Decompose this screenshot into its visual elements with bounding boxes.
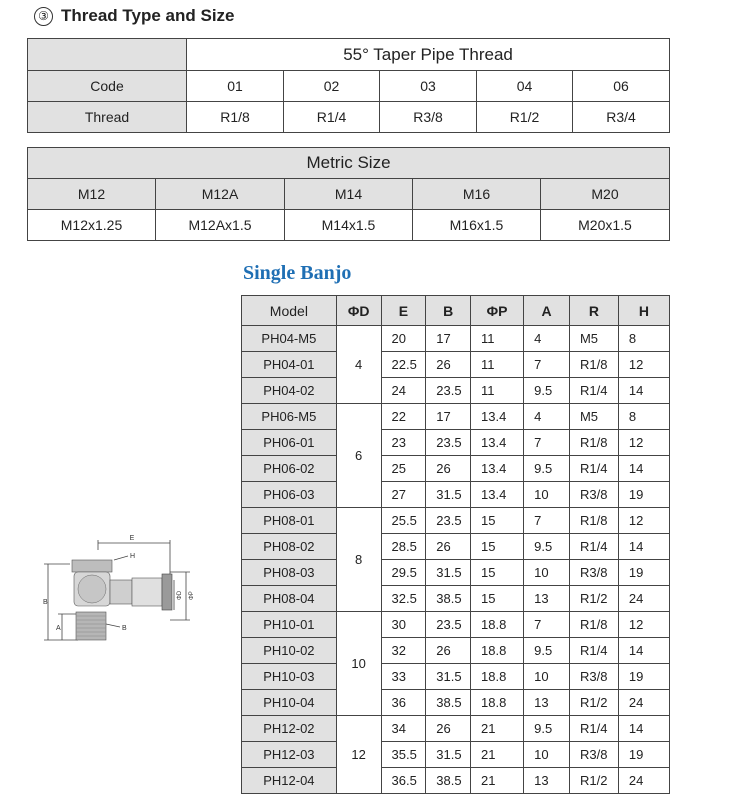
code-cell: 02: [284, 71, 380, 102]
table-row: [242, 378, 670, 404]
metric-thread-cell: M12Ax1.5: [156, 210, 285, 241]
model-cell: PH06-M5: [242, 404, 337, 430]
e-cell: 27: [381, 482, 426, 508]
model-cell: PH04-M5: [242, 326, 337, 352]
p-cell: 21: [471, 742, 524, 768]
b-cell: 17: [426, 404, 471, 430]
b-cell: 26: [426, 716, 471, 742]
a-cell: 13: [524, 586, 570, 612]
code-cell: 04: [477, 71, 573, 102]
e-cell: 23: [381, 430, 426, 456]
r-cell: R1/4: [569, 716, 618, 742]
a-cell: 13: [524, 690, 570, 716]
h-cell: 8: [618, 404, 669, 430]
side-fitting-shape: [110, 580, 132, 604]
h-cell: 19: [618, 560, 669, 586]
drawing-label-d: ΦD: [177, 590, 183, 600]
header-p: ΦP: [471, 296, 524, 326]
thread-cell: R1/8: [187, 102, 284, 133]
drawing-label-b-side: B: [43, 599, 48, 606]
header-model: Model: [242, 296, 337, 326]
metric-size-cell: M20: [541, 179, 670, 210]
a-cell: 10: [524, 482, 570, 508]
model-cell: PH10-03: [242, 664, 337, 690]
table-row: [242, 326, 670, 352]
b-cell: 26: [426, 352, 471, 378]
b-cell: 26: [426, 638, 471, 664]
e-cell: 22.5: [381, 352, 426, 378]
metric-table-title: Metric Size: [28, 148, 670, 179]
model-cell: PH10-04: [242, 690, 337, 716]
p-cell: 13.4: [471, 430, 524, 456]
b-cell: 17: [426, 326, 471, 352]
metric-size-cell: M16: [413, 179, 541, 210]
p-cell: 13.4: [471, 482, 524, 508]
metric-thread-cell: M20x1.5: [541, 210, 670, 241]
a-cell: 7: [524, 352, 570, 378]
p-cell: 15: [471, 508, 524, 534]
b-cell: 26: [426, 456, 471, 482]
table-row: [242, 690, 670, 716]
e-cell: 28.5: [381, 534, 426, 560]
b-cell: 31.5: [426, 482, 471, 508]
p-cell: 13.4: [471, 404, 524, 430]
table-row: [242, 586, 670, 612]
metric-size-table: [27, 147, 670, 241]
b-cell: 38.5: [426, 690, 471, 716]
table-row: [242, 664, 670, 690]
b-cell: 23.5: [426, 508, 471, 534]
r-cell: M5: [569, 404, 618, 430]
b-cell: 31.5: [426, 742, 471, 768]
h-cell: 24: [618, 586, 669, 612]
r-cell: R3/8: [569, 742, 618, 768]
e-cell: 35.5: [381, 742, 426, 768]
model-cell: PH12-03: [242, 742, 337, 768]
h-cell: 19: [618, 742, 669, 768]
p-cell: 18.8: [471, 612, 524, 638]
e-cell: 32: [381, 638, 426, 664]
b-cell: 23.5: [426, 378, 471, 404]
drawing-label-e: E: [129, 535, 135, 542]
b-cell: 23.5: [426, 430, 471, 456]
e-cell: 24: [381, 378, 426, 404]
table-row: [242, 508, 670, 534]
model-cell: PH06-03: [242, 482, 337, 508]
a-cell: 4: [524, 326, 570, 352]
thread-cell: R3/8: [380, 102, 477, 133]
thread-cell: R1/4: [284, 102, 380, 133]
a-cell: 9.5: [524, 534, 570, 560]
a-cell: 7: [524, 612, 570, 638]
a-cell: 9.5: [524, 638, 570, 664]
model-cell: PH04-02: [242, 378, 337, 404]
p-cell: 13.4: [471, 456, 524, 482]
table-row: [242, 456, 670, 482]
p-cell: 11: [471, 352, 524, 378]
model-cell: PH06-01: [242, 430, 337, 456]
model-cell: PH04-01: [242, 352, 337, 378]
table-row: [242, 352, 670, 378]
metric-thread-cell: M12x1.25: [28, 210, 156, 241]
e-cell: 34: [381, 716, 426, 742]
b-cell: 23.5: [426, 612, 471, 638]
a-cell: 13: [524, 768, 570, 794]
header-a: A: [524, 296, 570, 326]
single-banjo-drawing: [34, 534, 224, 644]
r-cell: R1/4: [569, 534, 618, 560]
code-cell: 01: [187, 71, 284, 102]
h-cell: 12: [618, 430, 669, 456]
r-cell: R1/4: [569, 638, 618, 664]
r-cell: R1/4: [569, 378, 618, 404]
d-cell: 4: [336, 326, 381, 404]
r-cell: R1/2: [569, 690, 618, 716]
h-cell: 19: [618, 482, 669, 508]
b-cell: 31.5: [426, 560, 471, 586]
metric-size-cell: M12A: [156, 179, 285, 210]
metric-thread-cell: M14x1.5: [285, 210, 413, 241]
code-cell: 06: [573, 71, 670, 102]
single-banjo-title: Single Banjo: [243, 262, 352, 284]
model-cell: PH12-02: [242, 716, 337, 742]
e-cell: 25: [381, 456, 426, 482]
d-cell: 8: [336, 508, 381, 612]
header-r: R: [569, 296, 618, 326]
drawing-label-h: H: [130, 553, 136, 560]
a-cell: 9.5: [524, 378, 570, 404]
h-cell: 14: [618, 534, 669, 560]
table-row: [242, 768, 670, 794]
e-cell: 32.5: [381, 586, 426, 612]
p-cell: 15: [471, 586, 524, 612]
release-ring-shape: [162, 574, 172, 610]
thread-type-table: [27, 38, 670, 133]
e-cell: 30: [381, 612, 426, 638]
metric-size-cell: M14: [285, 179, 413, 210]
e-cell: 29.5: [381, 560, 426, 586]
drawing-label-a: A: [56, 625, 61, 632]
header-b: B: [426, 296, 471, 326]
single-banjo-model-table: [241, 295, 670, 794]
r-cell: R3/8: [569, 560, 618, 586]
e-cell: 22: [381, 404, 426, 430]
b-cell: 38.5: [426, 586, 471, 612]
p-cell: 15: [471, 534, 524, 560]
r-cell: R3/8: [569, 664, 618, 690]
metric-thread-cell: M16x1.5: [413, 210, 541, 241]
a-cell: 10: [524, 742, 570, 768]
section-title-text: Thread Type and Size: [61, 6, 235, 25]
thread-table-corner: [28, 39, 187, 71]
r-cell: R1/8: [569, 612, 618, 638]
a-cell: 7: [524, 430, 570, 456]
h-cell: 12: [618, 508, 669, 534]
h-cell: 14: [618, 716, 669, 742]
table-row: [242, 716, 670, 742]
e-cell: 20: [381, 326, 426, 352]
header-e: E: [381, 296, 426, 326]
p-cell: 15: [471, 560, 524, 586]
h-cell: 24: [618, 690, 669, 716]
table-row: [242, 612, 670, 638]
r-cell: R1/8: [569, 430, 618, 456]
r-cell: R1/2: [569, 586, 618, 612]
e-cell: 36: [381, 690, 426, 716]
thread-row-label: Thread: [28, 102, 187, 133]
e-cell: 25.5: [381, 508, 426, 534]
p-cell: 18.8: [471, 690, 524, 716]
section-title: [34, 6, 235, 26]
hex-nut-shape: [72, 560, 112, 572]
p-cell: 11: [471, 378, 524, 404]
drawing-label-p: ΦP: [189, 591, 195, 600]
e-cell: 33: [381, 664, 426, 690]
d-cell: 6: [336, 404, 381, 508]
r-cell: R1/8: [569, 352, 618, 378]
a-cell: 10: [524, 664, 570, 690]
model-cell: PH08-04: [242, 586, 337, 612]
d-cell: 12: [336, 716, 381, 794]
model-cell: PH06-02: [242, 456, 337, 482]
metric-size-cell: M12: [28, 179, 156, 210]
table-row: [242, 638, 670, 664]
model-cell: PH10-02: [242, 638, 337, 664]
table-row: [242, 404, 670, 430]
model-cell: PH08-02: [242, 534, 337, 560]
r-cell: R1/2: [569, 768, 618, 794]
h-cell: 14: [618, 378, 669, 404]
h-cell: 14: [618, 638, 669, 664]
model-cell: PH10-01: [242, 612, 337, 638]
p-cell: 18.8: [471, 638, 524, 664]
a-cell: 4: [524, 404, 570, 430]
model-cell: PH08-01: [242, 508, 337, 534]
h-cell: 8: [618, 326, 669, 352]
r-cell: R1/4: [569, 456, 618, 482]
a-cell: 9.5: [524, 456, 570, 482]
table-row: [242, 482, 670, 508]
table-row: [242, 560, 670, 586]
h-cell: 24: [618, 768, 669, 794]
thread-cell: R3/4: [573, 102, 670, 133]
table-row: [242, 534, 670, 560]
table-row: [242, 430, 670, 456]
p-cell: 11: [471, 326, 524, 352]
code-cell: 03: [380, 71, 477, 102]
h-cell: 19: [618, 664, 669, 690]
code-row-label: Code: [28, 71, 187, 102]
p-cell: 21: [471, 768, 524, 794]
model-cell: PH12-04: [242, 768, 337, 794]
h-cell: 12: [618, 612, 669, 638]
section-number: ③: [34, 7, 53, 26]
thread-table-title: 55° Taper Pipe Thread: [187, 39, 670, 71]
thread-cell: R1/2: [477, 102, 573, 133]
h-cell: 14: [618, 456, 669, 482]
d-cell: 10: [336, 612, 381, 716]
a-cell: 9.5: [524, 716, 570, 742]
p-cell: 18.8: [471, 664, 524, 690]
b-cell: 31.5: [426, 664, 471, 690]
r-cell: M5: [569, 326, 618, 352]
b-cell: 26: [426, 534, 471, 560]
b-cell: 38.5: [426, 768, 471, 794]
r-cell: R1/8: [569, 508, 618, 534]
drawing-label-b-low: B: [122, 625, 127, 632]
r-cell: R3/8: [569, 482, 618, 508]
table-row: [242, 742, 670, 768]
model-cell: PH08-03: [242, 560, 337, 586]
header-h: H: [618, 296, 669, 326]
a-cell: 7: [524, 508, 570, 534]
e-cell: 36.5: [381, 768, 426, 794]
h-cell: 12: [618, 352, 669, 378]
a-cell: 10: [524, 560, 570, 586]
header-d: ΦD: [336, 296, 381, 326]
p-cell: 21: [471, 716, 524, 742]
